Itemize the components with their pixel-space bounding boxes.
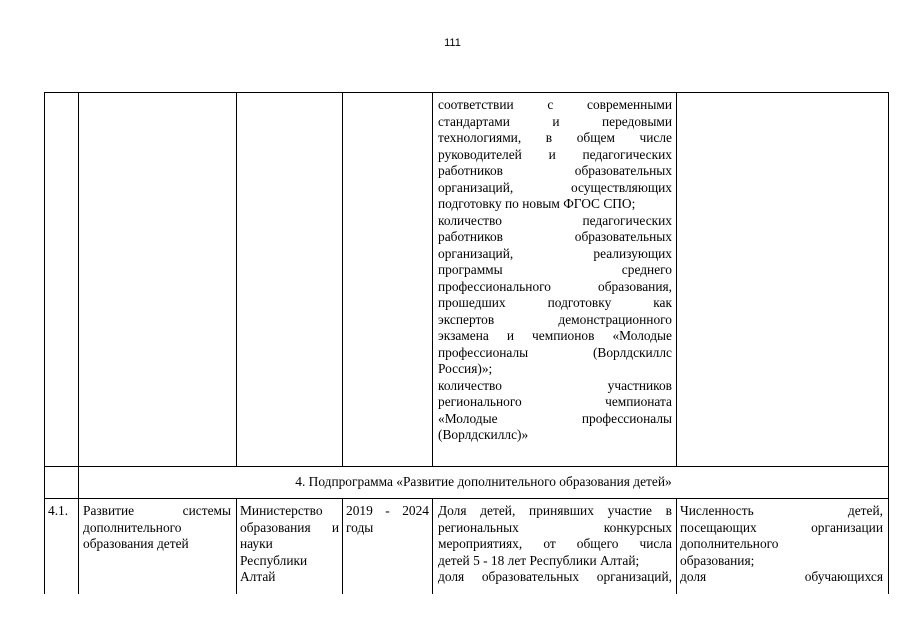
text-line: доля обучающихся — [680, 569, 883, 584]
row-divider-2 — [44, 498, 889, 499]
text-line: дополнительного — [680, 536, 779, 551]
text-line: Алтай — [240, 569, 276, 584]
text-line: работников образовательных — [438, 229, 672, 244]
text-line: Развитие системы — [83, 503, 231, 518]
table-border-left — [44, 92, 45, 594]
column-divider-3b — [342, 498, 343, 594]
column-divider-5 — [676, 92, 677, 466]
text-line: количество педагогических — [438, 212, 672, 228]
text-line: количество участников — [438, 377, 672, 393]
text-line: руководителей и педагогических — [438, 146, 672, 162]
continuation-indicators-cell — [438, 97, 672, 444]
text-line: образования; — [680, 552, 755, 568]
text-line: детей 5 - 18 лет Республики Алтай; — [438, 552, 640, 568]
text-line: Министерство — [240, 503, 323, 518]
text-line: посещающих организации — [680, 519, 883, 535]
text-line: «Молодые профессионалы — [438, 410, 672, 426]
program-indicators-cell — [680, 503, 883, 586]
table-border-right — [888, 92, 889, 594]
text-line: профессионалы (Ворлдскиллс — [438, 344, 672, 360]
text-line: образования детей — [83, 536, 189, 551]
text-line: доля образовательных организаций, — [438, 569, 672, 584]
text-line: стандартами и передовыми — [438, 113, 672, 129]
text-line: соответствии с современными — [438, 97, 672, 112]
column-divider-4b — [432, 498, 433, 594]
column-divider-5b — [676, 498, 677, 594]
column-divider-1 — [78, 92, 79, 594]
text-line: Численность детей, — [680, 503, 883, 518]
table-border-top — [44, 92, 889, 93]
measure-name-cell — [83, 503, 231, 553]
text-line: науки — [240, 536, 273, 551]
column-divider-3 — [342, 92, 343, 466]
period-cell — [346, 503, 429, 536]
indicators-cell — [438, 503, 672, 586]
column-divider-4 — [432, 92, 433, 466]
page-number: 111 — [444, 37, 461, 49]
text-line: региональных конкурсных — [438, 519, 672, 535]
text-line: прошедших подготовку как — [438, 295, 672, 310]
text-line: дополнительного — [83, 519, 182, 535]
column-divider-2 — [236, 92, 237, 466]
text-line: (Ворлдскиллс)» — [438, 427, 529, 442]
text-line: организаций, осуществляющих — [438, 179, 672, 195]
text-line: технологиями, в общем числе — [438, 130, 672, 145]
text-line: профессионального образования, — [438, 278, 672, 294]
text-line: Россия)»; — [438, 361, 493, 376]
text-line: экзамена и чемпионов «Молодые — [438, 328, 672, 343]
text-line: годы — [346, 519, 374, 535]
text-line: программы среднего — [438, 262, 672, 277]
text-line: работников образовательных — [438, 163, 672, 178]
text-line: мероприятиях, от общего числа — [438, 536, 672, 551]
text-line: организаций, реализующих — [438, 245, 672, 261]
row-divider-1 — [44, 466, 889, 467]
text-line: 2019 - 2024 — [346, 503, 429, 518]
column-divider-2b — [236, 498, 237, 594]
executor-cell — [240, 503, 339, 586]
text-line: экспертов демонстрационного — [438, 311, 672, 327]
text-line: Республики — [240, 552, 308, 568]
text-line: Доля детей, принявших участие в — [438, 503, 672, 518]
text-line: регионального чемпионата — [438, 394, 672, 409]
section-header: 4. Подпрограмма «Развитие дополнительного образования детей» — [295, 474, 672, 489]
text-line: образования и — [240, 519, 339, 535]
text-line: подготовку по новым ФГОС СПО; — [438, 196, 636, 211]
row-number: 4.1. — [48, 503, 69, 518]
